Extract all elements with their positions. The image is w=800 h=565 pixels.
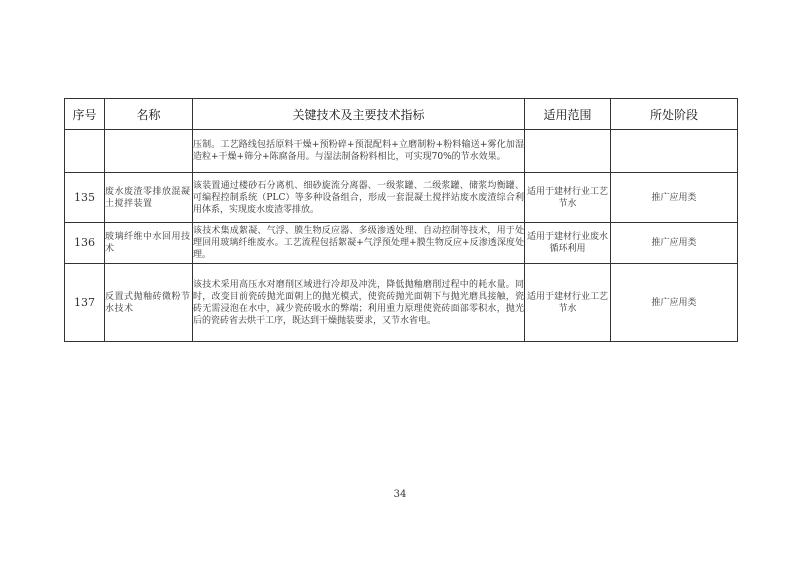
- technology-table: [64, 98, 738, 342]
- header-tech: 关键技术及主要技术指标: [193, 99, 525, 130]
- row-stage: [611, 130, 738, 173]
- row-name: 废水废渣零排放混凝土搅拌装置: [105, 173, 193, 223]
- header-name: 名称: [105, 99, 193, 130]
- row-stage: 推广应用类: [611, 173, 738, 223]
- row-no: 136: [65, 223, 105, 264]
- row-name: [105, 130, 193, 173]
- row-scope: 适用于建材行业废水循环利用: [525, 223, 611, 264]
- table-row: [65, 130, 738, 173]
- row-name: 玻璃纤维中水回用技术: [105, 223, 193, 264]
- table-row: [65, 173, 738, 223]
- page-number: 34: [393, 489, 407, 500]
- header-stage: 所处阶段: [611, 99, 738, 130]
- table-row: [65, 223, 738, 264]
- header-scope: 适用范围: [525, 99, 611, 130]
- row-description: 该技术采用高压水对磨削区域进行冷却及冲洗，降低抛釉磨削过程中的耗水量。同时，改变目前瓷砖抛光面朝上的抛光模式，使瓷砖抛光面朝下与抛光磨具接触，瓷砖无需浸泡在水中，减少瓷砖吸水的弊端；利用重力原理使瓷砖面部零积水，抛光后的瓷砖省去烘干工序，既达到干燥抛装要求，又节水省电。: [193, 264, 525, 342]
- row-scope: [525, 130, 611, 173]
- row-name: 反置式抛釉砖微粉节水技术: [105, 264, 193, 342]
- row-no: [65, 130, 105, 173]
- row-no: 137: [65, 264, 105, 342]
- row-scope: 适用于建材行业工艺节水: [525, 173, 611, 223]
- table-row: [65, 264, 738, 342]
- table-header-row: [65, 99, 738, 130]
- row-stage: 推广应用类: [611, 223, 738, 264]
- row-stage: 推广应用类: [611, 264, 738, 342]
- row-no: 135: [65, 173, 105, 223]
- row-description: 该装置通过楼砂石分离机、细砂旋流分离器、一级浆罐、二级浆罐、储浆均衡罐、可编程控制系统（PLC）等多种设备组合，形成一套混凝土搅拌站废水废渣综合利用体系，实现废水废渣零排放。: [193, 173, 525, 223]
- header-no: 序号: [65, 99, 105, 130]
- row-description: 压制。工艺路线包括原料干燥+预粉碎+预混配料+立磨制粉+粉料输送+雾化加湿造粒+干燥+筛分+陈腐备用。与湿法制备粉料相比，可实现70%的节水效果。: [193, 130, 525, 173]
- row-description: 该技术集成絮凝、气浮、膜生物反应器、多级渗透处理、自动控制等技术，用于处理回用玻璃纤维废水。工艺流程包括絮凝+气浮预处理+膜生物反应+反渗透深度处理。: [193, 223, 525, 264]
- row-scope: 适用于建材行业工艺节水: [525, 264, 611, 342]
